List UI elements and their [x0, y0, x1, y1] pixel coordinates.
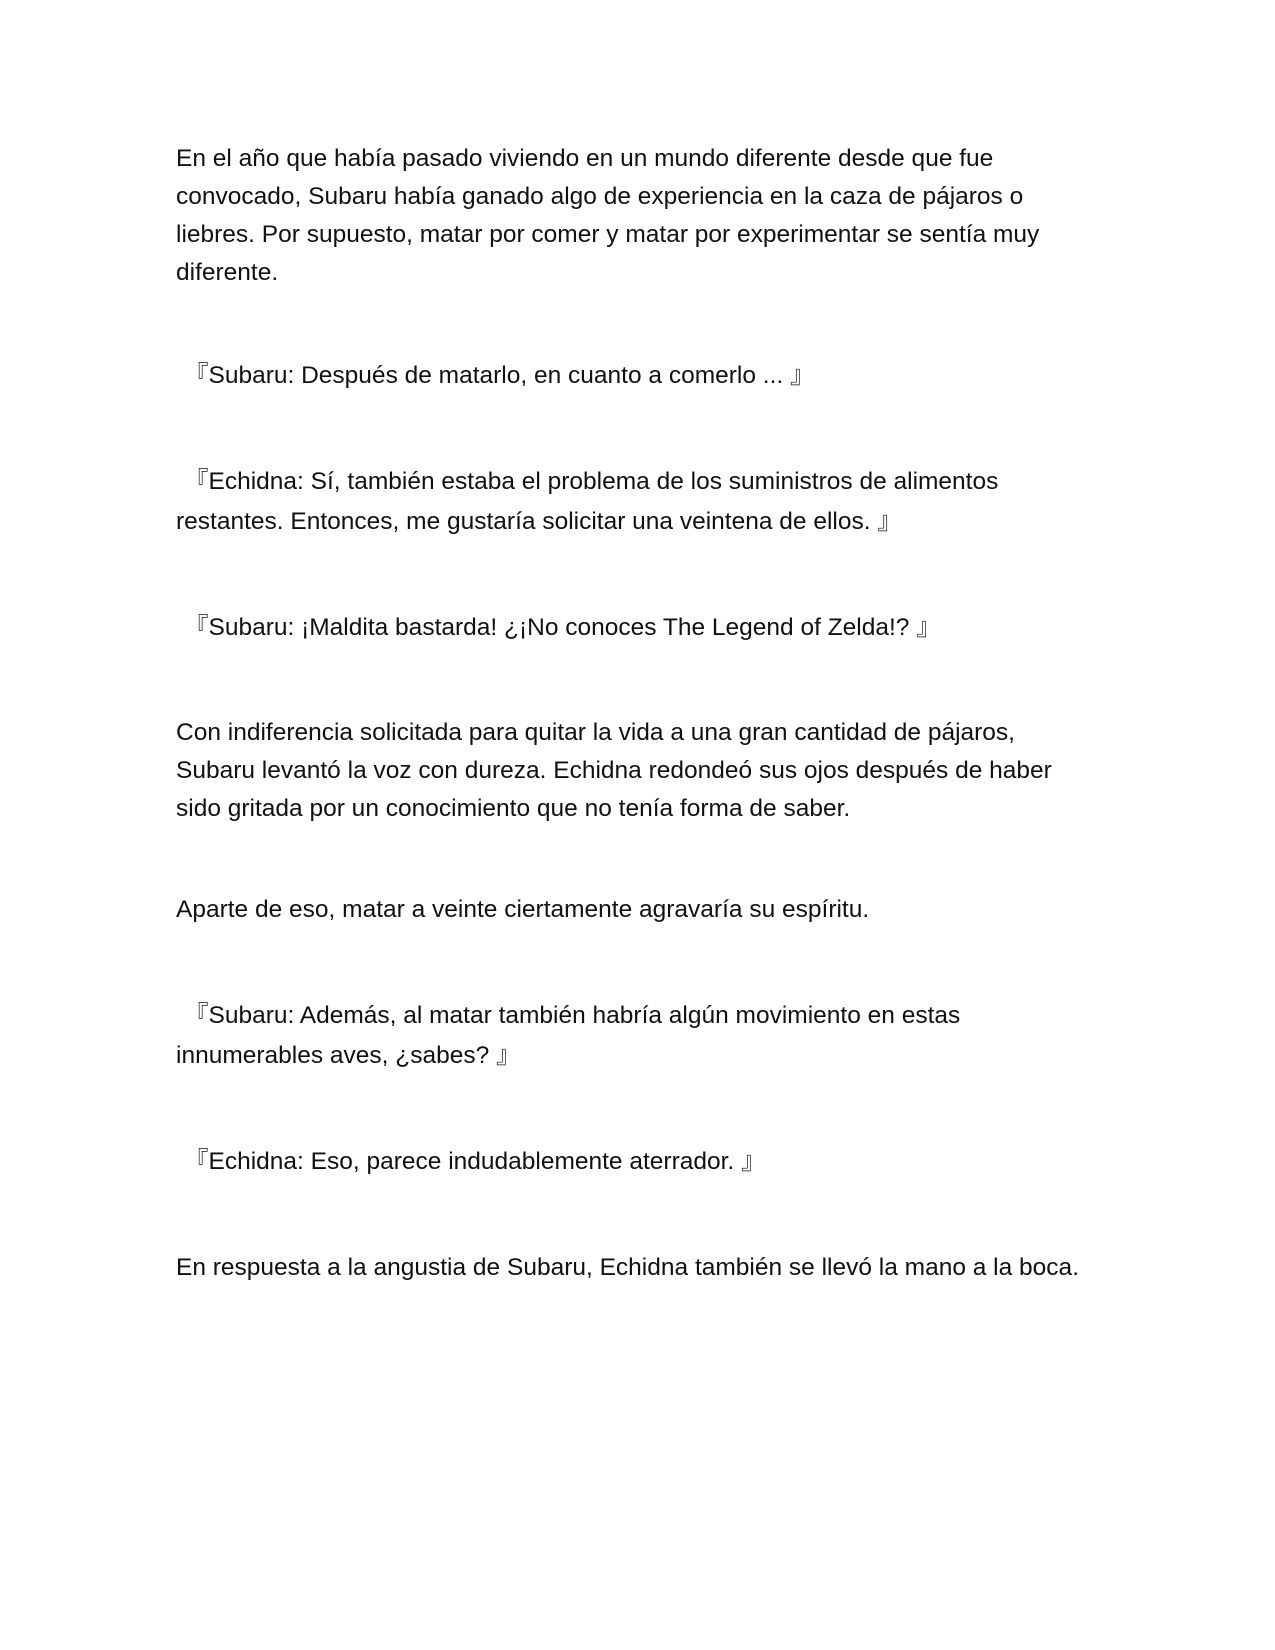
- narration-paragraph: Con indiferencia solicitada para quitar la vida a una gran cantidad de pájaros, Subaru levantó la voz con dureza. Echidna redondeó sus ojos después de haber sido gritada por un conocimiento que no tenía forma de saber.: [176, 719, 1052, 822]
- dialogue-line: 『Echidna: Sí, también estaba el problema de los suministros de alimentos restantes. Entonces, me gustaría solicitar una veintena de ellos. 』: [176, 468, 999, 535]
- dialogue-line: 『Echidna: Eso, parece indudablemente aterrador. 』: [184, 1148, 766, 1175]
- narration-paragraph: En el año que había pasado viviendo en un mundo diferente desde que fue convocado, Subaru había ganado algo de experiencia en la caza de pájaros o liebres. Por supuesto, matar por comer y matar por experimentar se sentía muy diferente.: [176, 145, 1040, 286]
- dialogue-line: 『Subaru: Además, al matar también habría algún movimiento en estas innumerables aves, ¿sabes? 』: [176, 1002, 961, 1069]
- dialogue-line: 『Subaru: Después de matarlo, en cuanto a comerlo ... 』: [184, 362, 815, 389]
- narration-paragraph: Aparte de eso, matar a veinte ciertamente agravaría su espíritu.: [176, 896, 870, 923]
- narration-paragraph: En respuesta a la angustia de Subaru, Echidna también se llevó la mano a la boca.: [176, 1254, 1079, 1281]
- dialogue-line: 『Subaru: ¡Maldita bastarda! ¿¡No conoces The Legend of Zelda!? 』: [184, 614, 941, 641]
